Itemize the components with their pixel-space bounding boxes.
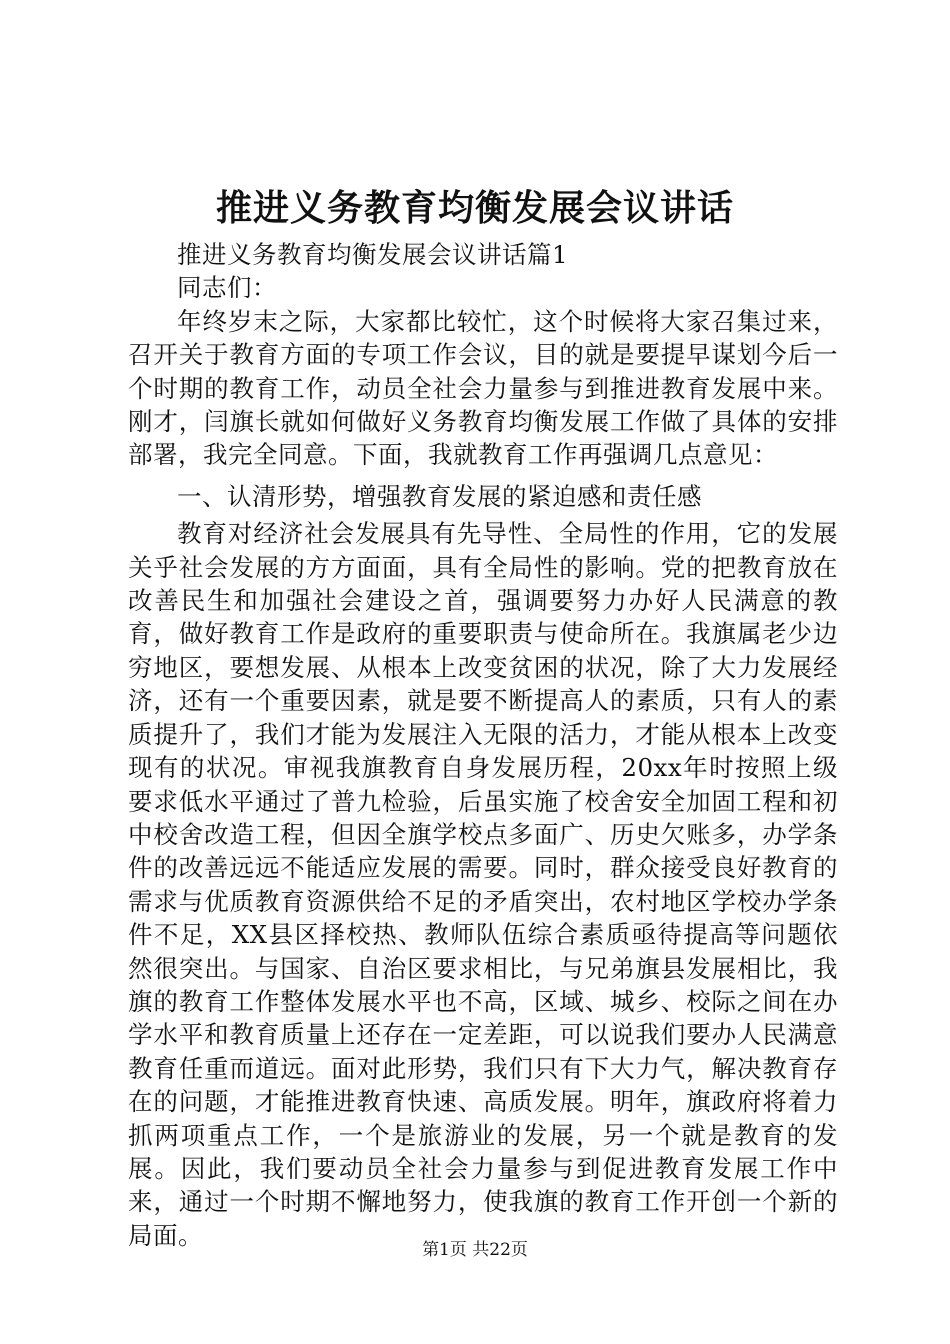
section-heading: 一、认清形势，增强教育发展的紧迫感和责任感 [177,481,702,511]
document-subtitle: 推进义务教育均衡发展会议讲话篇1 [177,240,569,269]
intro-paragraph: 年终岁末之际，大家都比较忙，这个时候将大家召集过来，召开关于教育方面的专项工作会议，目的就是要提早谋划今后一个时期的教育工作，动员全社会力量参与到推进教育发展中来。刚才，闫旗长就如何做好义务教育均衡发展工作做了具体的安排部署，我完全同意。下面，我就教育工作再强调几点意见： [128,306,838,470]
page-number: 第1页 共22页 [422,1240,528,1260]
section-paragraph: 教育对经济社会发展具有先导性、全局性的作用，它的发展关乎社会发展的方方面面，具有全局性的影响。党的把教育放在改善民生和加强社会建设之首，强调要努力办好人民满意的教育，做好教育工作是政府的重要职责与使命所在。我旗属老少边穷地区，要想发展、从根本上改变贫困的状况，除了大力发展经济，还有一个重要因素，就是要不断提高人的素质，只有人的素质提升了，我们才能为发展注入无限的活力，才能从根本上改变现有的状况。审视我旗教育自身发展历程，20xx年时按照上级要求低水平通过了普九检验，后虽实施了校舍安全加固工程和初中校舍改造工程，但因全旗学校点多面广、历史欠账多，办学条件的改善远远不能适应发展的需要。同时，群众接受良好教育的需求与优质教育资源供给不足的矛盾突出，农村地区学校办学条件不足，XX县区择校热、教师队伍综合素质亟待提高等问题依然很突出。与国家、自治区要求相比，与兄弟旗县发展相比，我旗的教育工作整体发展水平也不高，区域、城乡、校际之间在办学水平和教育质量上还存在一定差距，可以说我们要办人民满意教育任重而道远。面对此形势，我们只有下大力气，解决教育存在的问题，才能推进教育快速、高质发展。明年，旗政府将着力抓两项重点工作，一个是旅游业的发展，另一个就是教育的发展。因此，我们要动员全社会力量参与到促进教育发展工作中来，通过一个时期不懈地努力，使我旗的教育工作开创一个新的局面。 [128,519,838,1250]
document-body [128,238,838,1252]
salutation: 同志们： [177,273,277,303]
document-title: 推进义务教育均衡发展会议讲话 [215,187,734,229]
